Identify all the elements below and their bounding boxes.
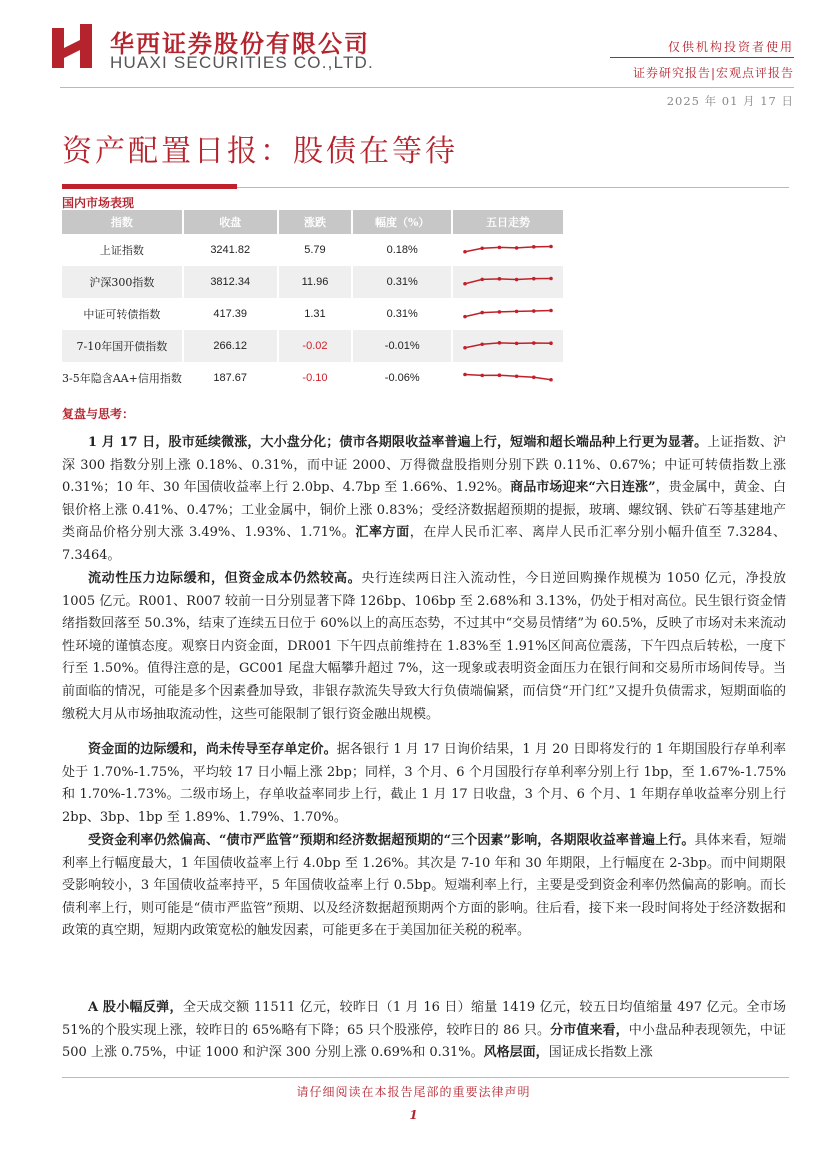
report-title: 资产配置日报：股债在等待 [62,134,458,169]
index-pct: 0.31% [352,298,452,330]
index-close: 187.67 [183,362,278,394]
sparkline-path [465,375,551,380]
index-close: 266.12 [183,330,278,362]
paragraph-text: 央行连续两日注入流动性，今日逆回购操作规模为 1050 亿元，净投放 1005 亿元。R001、R007 较前一日分别显著下降 126bp、106bp 至 2.68%和 3.13%，仍处于相对高位。民生银行资金情绪指数回落至 50.3%，结束了连续五日位于 60%以上的高压态势，不过其中“交易员情绪”为 60.5%，反映了市场对未来流动性环境的谨慎态度。观察日内资金面，DR001 下午四点前维持在 1.83%至 1.91%区间高位震荡，下午四点后转松，一度下行至 1.50%。值得注意的是，GC001 尾盘大幅攀升超过 7%，这一现象或表明资金面压力在银行间和交易所市场间传导。当前面临的情况，可能是多个因素叠加导致，非银存款流失导致大行负债端偏紧，而信贷“开门红”又提升负债需求，短期面临的缴税大月从市场抽取流动性，这些可能限制了银行资金融出规模。 [62,571,786,722]
paragraph-text: ，贵金属中，黄金、白银价格上涨 0.41%、0.47%；工业金属中，铜价上涨 0.83%；受经济数据超预期的提振，玻璃、螺纹钢、铁矿石等基建地产类商品价格分别大涨 3.49%、1.93%、1.71%。 [62,480,786,541]
market-section-label: 国内市场表现 [62,196,135,210]
sparkline-point [480,246,484,250]
paragraph-liquidity [62,568,786,726]
page-number: 1 [409,1108,418,1122]
paragraph-cd-pricing [62,739,786,829]
index-close: 3241.82 [183,234,278,266]
paragraph-text: 上证指数、沪深 300 指数分别上涨 0.18%、0.31%，而中证 2000、万得微盘股指则分别下跌 0.11%、0.67%；中证可转债指数上涨 0.31%；10 年、30 年国债收益率上行 2.0bp、4.7bp 至 1.66%、1.92%。 [62,435,786,496]
sparkline-point [498,373,502,377]
sparkline-point [532,245,536,249]
index-name: 中证可转债指数 [62,298,183,330]
table-header-row [62,210,564,234]
sparkline-path [465,343,551,348]
table-row [62,266,564,298]
index-change: 1.31 [278,298,353,330]
paragraph-text: 国证成长指数上涨 [548,1045,653,1061]
sparkline-point [549,245,553,249]
sparkline-point [463,346,467,350]
sparkline-point [480,311,484,315]
index-change: -0.10 [278,362,353,394]
paragraph-market-overview [62,432,786,568]
index-pct: -0.06% [352,362,452,394]
sparkline-point [532,309,536,313]
index-close: 417.39 [183,298,278,330]
index-change: 5.79 [278,234,353,266]
sparkline-point [532,376,536,380]
sparkline-point [463,373,467,377]
title-accent-bar [62,184,237,189]
table-row [62,330,564,362]
sparkline-point [463,250,467,254]
paragraph-lead: 资金面的边际缓和，尚未传导至存单定价。 [88,742,337,757]
paragraph-text: 全天成交额 11511 亿元，较昨日（1 月 16 日）缩量 1419 亿元，较五日均值缩量 497 亿元。全市场 51%的个股实现上涨，较昨日的 65%略有下降；65 只个股涨停，较昨日的 86 只。 [62,1000,786,1038]
paragraph-lead: A 股小幅反弹， [88,1000,183,1015]
sparkline-point [549,309,553,313]
trend-sparkline [462,240,554,260]
sparkline-point [515,278,519,282]
trend-sparkline [462,368,554,388]
index-close: 3812.34 [183,266,278,298]
sparkline-point [549,378,553,382]
index-change: 11.96 [278,266,353,298]
sparkline-point [515,310,519,314]
index-pct: 0.31% [352,266,452,298]
sparkline-path [465,311,551,317]
title-divider [237,187,789,188]
paragraph-lead: 1 月 17 日，股市延续微涨，大小盘分化；债市各期限收益率普遍上行，短端和超长端品种上行更为显著。 [88,435,708,450]
sparkline-point [532,341,536,345]
sparkline-point [549,341,553,345]
paragraph-highlight: 汇率方面 [355,525,410,541]
sparkline-point [463,282,467,286]
trend-sparkline [462,272,554,292]
index-pct: 0.18% [352,234,452,266]
company-name-en: HUAXI SECURITIES CO.,LTD. [110,53,374,72]
paragraph-lead: 流动性压力边际缓和，但资金成本仍然较高。 [88,571,362,586]
column-header-change: 涨跌 [278,210,353,234]
column-header-trend: 五日走势 [452,210,564,234]
audience-tag: 仅供机构投资者使用 [667,40,794,54]
legal-disclaimer-note: 请仔细阅读在本报告尾部的重要法律声明 [296,1085,531,1099]
company-name-cn: 华西证券股份有限公司 [110,30,370,58]
index-name: 上证指数 [62,234,183,266]
sparkline-path [465,247,551,252]
sparkline-path [465,279,551,284]
index-name: 沪深300指数 [62,266,183,298]
index-name: 7-10年国开债指数 [62,330,183,362]
sparkline-point [532,277,536,281]
trend-sparkline [462,304,554,324]
column-header-pct: 幅度（%） [352,210,452,234]
column-header-close: 收盘 [183,210,278,234]
sparkline-point [515,246,519,250]
sparkline-point [498,310,502,314]
sparkline-point [515,342,519,346]
sparkline-point [498,277,502,281]
paragraph-highlight: 商品市场迎来“六日连涨” [510,480,656,496]
report-date: 2025 年 01 月 17 日 [666,94,794,108]
report-type-tag: 证券研究报告|宏观点评报告 [632,66,794,80]
paragraph-text: 具体来看，短端利率上行幅度最大，1 年国债收益率上行 4.0bp 至 1.26%。其次是 7-10 年和 30 年期限，上行幅度在 2-3bp。而中间期限受影响较小，3 年国债收益率持平，5 年国债收益率上行 0.5bp。短端利率上行，主要是受到资金利率仍然偏高的影响。而长债利率上行，则可能是“债市严监管”预期、以及经济数据超预期两个方面的影响。往后看，接下来一段时间将处于经济数据和政策的真空期，短期内政策宽松的触发因素，可能更多在于美国加征关税的税率。 [62,833,786,939]
table-row [62,362,564,394]
paragraph-highlight: 分市值来看， [550,1022,629,1038]
sparkline-point [463,315,467,319]
sparkline-point [498,246,502,250]
sparkline-point [480,278,484,282]
paragraph-text: ，在岸人民币汇率、离岸人民币汇率分别小幅升值至 7.3284、7.3464。 [62,525,786,563]
index-change: -0.02 [278,330,353,362]
sparkline-point [480,374,484,378]
index-pct: -0.01% [352,330,452,362]
review-section-label: 复盘与思考： [62,407,135,421]
paragraph-highlight: 风格层面， [483,1045,549,1061]
header-divider [610,57,794,58]
footer-divider [62,1077,789,1078]
paragraph-yields [62,830,786,943]
table-row [62,234,564,266]
sparkline-point [515,374,519,378]
date-divider [60,87,794,88]
paragraph-a-shares [62,997,786,1069]
market-table [62,210,565,394]
huaxi-logo-icon [50,22,100,72]
sparkline-point [480,342,484,346]
sparkline-point [549,277,553,281]
sparkline-point [498,341,502,345]
paragraph-text: 中小盘品种表现领先，中证 500 上涨 0.75%，中证 1000 和沪深 300 分别上涨 0.69%和 0.31%。 [62,1022,786,1061]
paragraph-lead: 受资金利率仍然偏高、“债市严监管”预期和经济数据超预期的“三个因素”影响，各期限收益率普遍上行。 [88,833,695,848]
trend-sparkline [462,336,554,356]
index-name: 3-5年隐含AA+信用指数 [62,362,183,394]
paragraph-text: 据各银行 1 月 17 日询价结果，1 月 20 日即将发行的 1 年期国股行存单利率处于 1.70%-1.75%，平均较 17 日小幅上涨 2bp；同样，3 个月、6 个月国股行存单利率分别上行 1bp，至 1.67%-1.75%和 1.70%-1.73%。二级市场上，存单收益率同步上行，截止 1 月 17 日收盘，3 个月、6 个月、1 年期存单收益率分别上行 2bp、3bp、1bp 至 1.89%、1.79%、1.70%。 [62,742,786,825]
column-header-index: 指数 [62,210,183,234]
table-row [62,298,564,330]
